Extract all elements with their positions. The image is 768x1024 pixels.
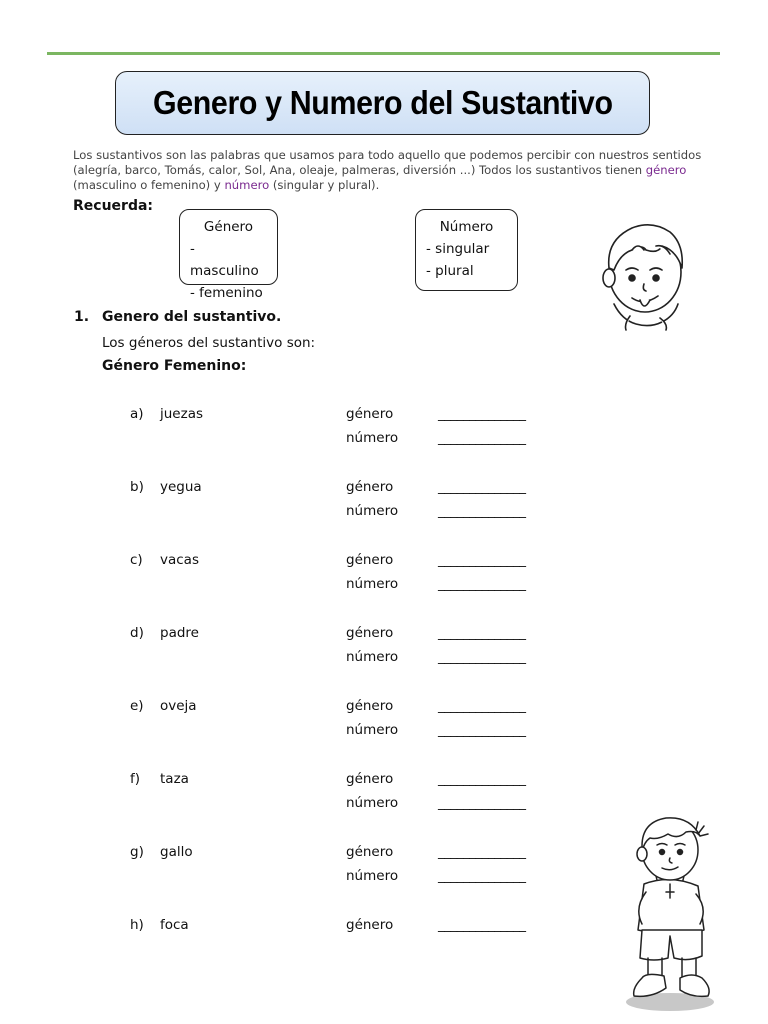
- numero-label: número: [346, 649, 399, 665]
- exercise-row: [0, 406, 768, 456]
- numero-box-item: - plural: [426, 263, 474, 279]
- intro-text-1: Los sustantivos son las palabras que usamos para todo aquello que podemos percibir con nuestros sentidos (alegría, barco, Tomás, calor, Sol, Ana, oleaje, palmeras, diversión ...) Todos los sustantivos tienen: [73, 148, 702, 177]
- exercise-word: juezas: [160, 406, 204, 422]
- genero-answer-blank[interactable]: ______________: [438, 698, 526, 714]
- numero-label: número: [346, 503, 399, 519]
- page-title: Genero y Numero del Sustantivo: [152, 84, 613, 121]
- exercise-word: taza: [160, 771, 189, 787]
- exercise-letter: e): [130, 698, 144, 714]
- exercise-word: foca: [160, 917, 189, 933]
- recuerda-label: Recuerda:: [73, 198, 154, 214]
- genero-answer-blank[interactable]: ______________: [438, 406, 526, 422]
- numero-answer-blank[interactable]: ______________: [438, 868, 526, 884]
- genero-answer-blank[interactable]: ______________: [438, 479, 526, 495]
- top-rule: [47, 52, 720, 55]
- exercise-word: vacas: [160, 552, 199, 568]
- genero-answer-blank[interactable]: ______________: [438, 552, 526, 568]
- genero-answer-blank[interactable]: ______________: [438, 625, 526, 641]
- genero-label: género: [346, 917, 394, 933]
- exercise-row: [0, 625, 768, 675]
- genero-box-item: - femenino: [190, 285, 263, 301]
- numero-label: número: [346, 795, 399, 811]
- numero-label: número: [346, 868, 399, 884]
- exercise-letter: a): [130, 406, 144, 422]
- genero-answer-blank[interactable]: ______________: [438, 771, 526, 787]
- intro-highlight-genero: género: [645, 163, 687, 177]
- genero-box-item: - masculino: [190, 241, 259, 279]
- intro-text-3: (singular y plural).: [269, 178, 380, 192]
- section-number: 1.: [74, 309, 90, 325]
- exercise-word: gallo: [160, 844, 193, 860]
- numero-answer-blank[interactable]: ______________: [438, 722, 526, 738]
- intro-highlight-numero: número: [224, 178, 270, 192]
- exercise-word: padre: [160, 625, 199, 641]
- numero-answer-blank[interactable]: ______________: [438, 649, 526, 665]
- exercise-row: [0, 552, 768, 602]
- numero-label: número: [346, 722, 399, 738]
- exercise-letter: c): [130, 552, 143, 568]
- genero-label: género: [346, 844, 394, 860]
- section-title-text: Genero del sustantivo.: [102, 309, 282, 325]
- genero-box-heading: Género: [203, 219, 254, 235]
- exercise-row: [0, 698, 768, 748]
- intro-text-2: (masculino o femenino) y: [73, 178, 225, 192]
- section-title: [74, 309, 281, 325]
- genero-box: [179, 209, 278, 301]
- numero-label: número: [346, 430, 399, 446]
- genero-label: género: [346, 698, 394, 714]
- numero-box-item: - singular: [426, 241, 490, 257]
- boy-face-drawing: [600, 220, 690, 335]
- exercise-letter: b): [130, 479, 144, 495]
- intro-paragraph: [73, 148, 713, 193]
- numero-answer-blank[interactable]: ______________: [438, 576, 526, 592]
- exercise-word: yegua: [160, 479, 202, 495]
- genero-label: género: [346, 771, 394, 787]
- numero-answer-blank[interactable]: ______________: [438, 795, 526, 811]
- numero-box-heading: Número: [439, 219, 494, 235]
- numero-answer-blank[interactable]: ______________: [438, 430, 526, 446]
- exercise-letter: g): [130, 844, 144, 860]
- genero-label: género: [346, 479, 394, 495]
- genero-answer-blank[interactable]: ______________: [438, 917, 526, 933]
- section-subtitle: Los géneros del sustantivo son:: [102, 335, 316, 351]
- exercise-row: [0, 479, 768, 529]
- genero-label: género: [346, 552, 394, 568]
- numero-answer-blank[interactable]: ______________: [438, 503, 526, 519]
- genero-label: género: [346, 625, 394, 641]
- numero-box: [415, 209, 518, 291]
- boy-standing-drawing: [612, 812, 732, 1017]
- title-banner: [115, 71, 650, 135]
- exercise-letter: d): [130, 625, 144, 641]
- section-subheading: Género Femenino:: [102, 358, 247, 374]
- genero-answer-blank[interactable]: ______________: [438, 844, 526, 860]
- genero-label: género: [346, 406, 394, 422]
- exercise-letter: h): [130, 917, 144, 933]
- numero-label: número: [346, 576, 399, 592]
- exercise-word: oveja: [160, 698, 197, 714]
- exercise-letter: f): [130, 771, 141, 787]
